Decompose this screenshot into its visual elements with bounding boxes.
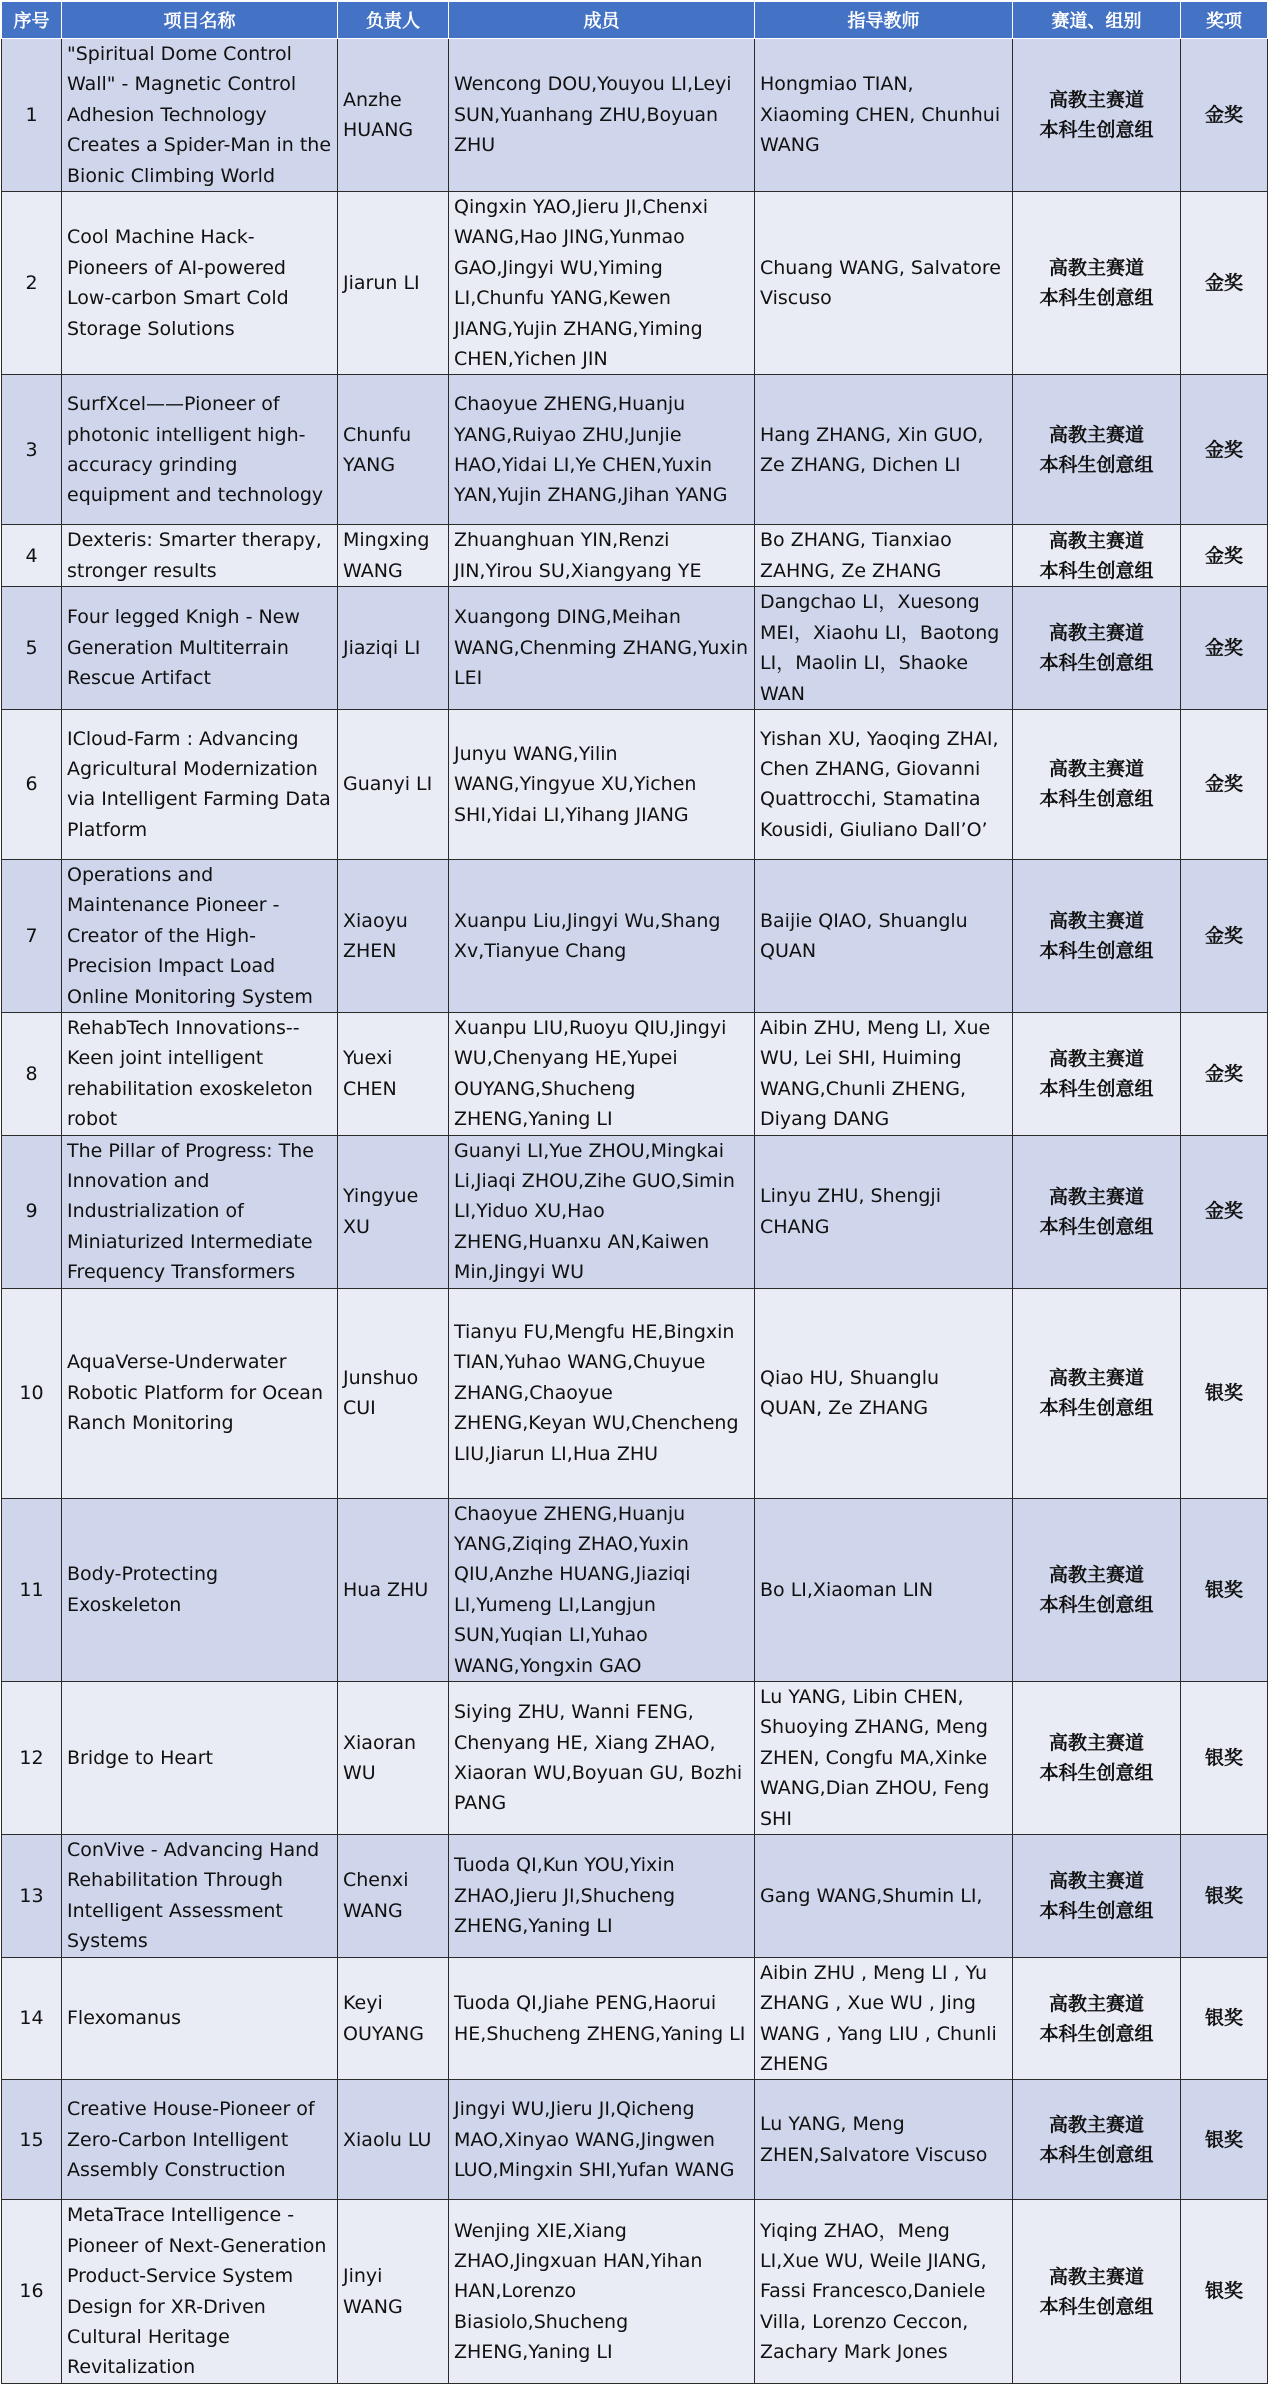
row-project-name: SurfXcel——Pioneer of photonic intelligent high-accuracy grinding equipment and technology bbox=[62, 375, 338, 525]
row-track-group bbox=[1013, 1835, 1181, 1958]
row-members: Junyu WANG,Yilin WANG,Yingyue XU,Yichen SHI,Yidai LI,Yihang JIANG bbox=[449, 709, 755, 859]
row-award: 金奖 bbox=[1181, 1135, 1268, 1288]
row-award: 金奖 bbox=[1181, 709, 1268, 859]
group-name: 本科生创意组 bbox=[1039, 559, 1154, 582]
table-row bbox=[2, 1135, 1268, 1288]
row-serial-number: 3 bbox=[2, 375, 62, 525]
row-track-group bbox=[1013, 1498, 1181, 1681]
row-advisors: Hongmiao TIAN, Xiaoming CHEN, Chunhui WANG bbox=[755, 39, 1013, 192]
row-members: Tuoda QI,Kun YOU,Yixin ZHAO,Jieru JI,Shucheng ZHENG,Yaning LI bbox=[449, 1835, 755, 1958]
row-track-group bbox=[1013, 2200, 1181, 2383]
table-row bbox=[2, 2200, 1268, 2383]
row-serial-number: 7 bbox=[2, 859, 62, 1012]
row-advisors: Aibin ZHU, Meng LI, Xue WU, Lei SHI, Huiming WANG,Chunli ZHENG, Diyang DANG bbox=[755, 1012, 1013, 1135]
row-award: 银奖 bbox=[1181, 1682, 1268, 1835]
row-project-name: Bridge to Heart bbox=[62, 1682, 338, 1835]
table-row bbox=[2, 859, 1268, 1012]
row-serial-number: 10 bbox=[2, 1288, 62, 1498]
track-name: 高教主赛道 bbox=[1048, 622, 1144, 645]
table-row bbox=[2, 587, 1268, 710]
header-serial-number: 序号 bbox=[2, 2, 62, 39]
row-project-name: Four legged Knigh - New Generation Multiterrain Rescue Artifact bbox=[62, 587, 338, 710]
group-name: 本科生创意组 bbox=[1039, 2295, 1154, 2318]
table-row bbox=[2, 1835, 1268, 1958]
row-advisors: Hang ZHANG, Xin GUO, Ze ZHANG, Dichen LI bbox=[755, 375, 1013, 525]
row-serial-number: 8 bbox=[2, 1012, 62, 1135]
row-award: 金奖 bbox=[1181, 375, 1268, 525]
group-name: 本科生创意组 bbox=[1039, 1762, 1154, 1785]
row-members: Qingxin YAO,Jieru JI,Chenxi WANG,Hao JING,Yunmao GAO,Jingyi WU,Yiming LI,Chunfu YANG,Kewen JIANG,Yujin ZHANG,Yiming CHEN,Yichen JIN bbox=[449, 192, 755, 375]
row-award: 金奖 bbox=[1181, 859, 1268, 1012]
row-members: Tuoda QI,Jiahe PENG,Haorui HE,Shucheng ZHENG,Yaning LI bbox=[449, 1957, 755, 2080]
row-project-name: AquaVerse-Underwater Robotic Platform for Ocean Ranch Monitoring bbox=[62, 1288, 338, 1498]
row-award: 金奖 bbox=[1181, 1012, 1268, 1135]
row-project-name: ConVive - Advancing Hand Rehabilitation Through Intelligent Assessment Systems bbox=[62, 1835, 338, 1958]
group-name: 本科生创意组 bbox=[1039, 453, 1154, 476]
row-project-name: The Pillar of Progress: The Innovation and Industrialization of Miniaturized Intermediate Frequency Transformers bbox=[62, 1135, 338, 1288]
header-project-name: 项目名称 bbox=[62, 2, 338, 39]
row-leader: Junshuo CUI bbox=[338, 1288, 449, 1498]
table-header bbox=[2, 2, 1268, 39]
row-leader: Mingxing WANG bbox=[338, 525, 449, 587]
row-leader: Jiaziqi LI bbox=[338, 587, 449, 710]
group-name: 本科生创意组 bbox=[1039, 939, 1154, 962]
row-advisors: Lu YANG, Libin CHEN, Shuoying ZHANG, Meng ZHEN, Congfu MA,Xinke WANG,Dian ZHOU, Feng SHI bbox=[755, 1682, 1013, 1835]
group-name: 本科生创意组 bbox=[1039, 2143, 1154, 2166]
track-name: 高教主赛道 bbox=[1048, 1047, 1144, 1070]
row-track-group bbox=[1013, 39, 1181, 192]
row-leader: Keyi OUYANG bbox=[338, 1957, 449, 2080]
row-leader: Xiaoyu ZHEN bbox=[338, 859, 449, 1012]
row-serial-number: 1 bbox=[2, 39, 62, 192]
table-row bbox=[2, 1957, 1268, 2080]
row-members: Xuangong DING,Meihan WANG,Chenming ZHANG,Yuxin LEI bbox=[449, 587, 755, 710]
table-row bbox=[2, 1012, 1268, 1135]
row-award: 银奖 bbox=[1181, 1288, 1268, 1498]
row-members: Zhuanghuan YIN,Renzi JIN,Yirou SU,Xiangyang YE bbox=[449, 525, 755, 587]
row-award: 银奖 bbox=[1181, 1835, 1268, 1958]
row-project-name: Flexomanus bbox=[62, 1957, 338, 2080]
row-leader: Jinyi WANG bbox=[338, 2200, 449, 2383]
row-leader: Chenxi WANG bbox=[338, 1835, 449, 1958]
track-name: 高教主赛道 bbox=[1048, 89, 1144, 112]
track-name: 高教主赛道 bbox=[1048, 529, 1144, 552]
row-track-group bbox=[1013, 1012, 1181, 1135]
row-serial-number: 16 bbox=[2, 2200, 62, 2383]
row-award: 金奖 bbox=[1181, 192, 1268, 375]
row-project-name: Dexteris: Smarter therapy, stronger results bbox=[62, 525, 338, 587]
awards-table bbox=[1, 1, 1268, 2384]
row-project-name: Creative House-Pioneer of Zero-Carbon Intelligent Assembly Construction bbox=[62, 2080, 338, 2200]
table-row bbox=[2, 1288, 1268, 1498]
track-name: 高教主赛道 bbox=[1048, 1869, 1144, 1892]
row-members: Tianyu FU,Mengfu HE,Bingxin TIAN,Yuhao WANG,Chuyue ZHANG,Chaoyue ZHENG,Keyan WU,Chencheng LIU,Jiarun LI,Hua ZHU bbox=[449, 1288, 755, 1498]
row-leader: Guanyi LI bbox=[338, 709, 449, 859]
header-track-group: 赛道、组别 bbox=[1013, 2, 1181, 39]
row-leader: Xiaoran WU bbox=[338, 1682, 449, 1835]
row-track-group bbox=[1013, 587, 1181, 710]
table-row bbox=[2, 375, 1268, 525]
row-advisors: Gang WANG,Shumin LI, bbox=[755, 1835, 1013, 1958]
row-advisors: Linyu ZHU, Shengji CHANG bbox=[755, 1135, 1013, 1288]
group-name: 本科生创意组 bbox=[1039, 1397, 1154, 1420]
track-name: 高教主赛道 bbox=[1048, 1732, 1144, 1755]
row-members: Wenjing XIE,Xiang ZHAO,Jingxuan HAN,Yihan HAN,Lorenzo Biasiolo,Shucheng ZHENG,Yaning LI bbox=[449, 2200, 755, 2383]
row-track-group bbox=[1013, 1135, 1181, 1288]
table-row bbox=[2, 192, 1268, 375]
row-serial-number: 9 bbox=[2, 1135, 62, 1288]
row-serial-number: 11 bbox=[2, 1498, 62, 1681]
row-serial-number: 2 bbox=[2, 192, 62, 375]
header-advisors: 指导教师 bbox=[755, 2, 1013, 39]
header-leader: 负责人 bbox=[338, 2, 449, 39]
row-members: Guanyi LI,Yue ZHOU,Mingkai Li,Jiaqi ZHOU,Zihe GUO,Simin LI,Yiduo XU,Hao ZHENG,Huanxu AN,Kaiwen Min,Jingyi WU bbox=[449, 1135, 755, 1288]
row-track-group bbox=[1013, 1957, 1181, 2080]
table-body bbox=[2, 39, 1268, 2384]
row-award: 银奖 bbox=[1181, 1498, 1268, 1681]
row-award: 金奖 bbox=[1181, 525, 1268, 587]
track-name: 高教主赛道 bbox=[1048, 1992, 1144, 2015]
row-members: Siying ZHU, Wanni FENG, Chenyang HE, Xiang ZHAO, Xiaoran WU,Boyuan GU, Bozhi PANG bbox=[449, 1682, 755, 1835]
row-project-name: Cool Machine Hack- Pioneers of AI-powered Low-carbon Smart Cold Storage Solutions bbox=[62, 192, 338, 375]
row-project-name: RehabTech Innovations--Keen joint intelligent rehabilitation exoskeleton robot bbox=[62, 1012, 338, 1135]
group-name: 本科生创意组 bbox=[1039, 287, 1154, 310]
row-serial-number: 13 bbox=[2, 1835, 62, 1958]
group-name: 本科生创意组 bbox=[1039, 119, 1154, 142]
row-advisors: Chuang WANG, Salvatore Viscuso bbox=[755, 192, 1013, 375]
track-name: 高教主赛道 bbox=[1048, 1563, 1144, 1586]
track-name: 高教主赛道 bbox=[1048, 257, 1144, 280]
row-award: 金奖 bbox=[1181, 587, 1268, 710]
track-name: 高教主赛道 bbox=[1048, 909, 1144, 932]
row-serial-number: 5 bbox=[2, 587, 62, 710]
row-track-group bbox=[1013, 1682, 1181, 1835]
track-name: 高教主赛道 bbox=[1048, 1185, 1144, 1208]
row-serial-number: 6 bbox=[2, 709, 62, 859]
row-track-group bbox=[1013, 192, 1181, 375]
row-advisors: Bo ZHANG, Tianxiao ZAHNG, Ze ZHANG bbox=[755, 525, 1013, 587]
row-leader: Jiarun LI bbox=[338, 192, 449, 375]
group-name: 本科生创意组 bbox=[1039, 652, 1154, 675]
group-name: 本科生创意组 bbox=[1039, 2022, 1154, 2045]
row-leader: Hua ZHU bbox=[338, 1498, 449, 1681]
row-leader: Yingyue XU bbox=[338, 1135, 449, 1288]
row-members: Chaoyue ZHENG,Huanju YANG,Ziqing ZHAO,Yuxin QIU,Anzhe HUANG,Jiaziqi LI,Yumeng LI,Langjun SUN,Yuqian LI,Yuhao WANG,Yongxin GAO bbox=[449, 1498, 755, 1681]
row-advisors: Lu YANG, Meng ZHEN,Salvatore Viscuso bbox=[755, 2080, 1013, 2200]
track-name: 高教主赛道 bbox=[1048, 758, 1144, 781]
row-serial-number: 14 bbox=[2, 1957, 62, 2080]
row-award: 银奖 bbox=[1181, 1957, 1268, 2080]
group-name: 本科生创意组 bbox=[1039, 1077, 1154, 1100]
row-advisors: Baijie QIAO, Shuanglu QUAN bbox=[755, 859, 1013, 1012]
group-name: 本科生创意组 bbox=[1039, 1899, 1154, 1922]
track-name: 高教主赛道 bbox=[1048, 1367, 1144, 1390]
row-track-group bbox=[1013, 859, 1181, 1012]
header-award: 奖项 bbox=[1181, 2, 1268, 39]
group-name: 本科生创意组 bbox=[1039, 1593, 1154, 1616]
table-row bbox=[2, 525, 1268, 587]
table-row bbox=[2, 1498, 1268, 1681]
row-track-group bbox=[1013, 1288, 1181, 1498]
row-leader: Anzhe HUANG bbox=[338, 39, 449, 192]
row-award: 银奖 bbox=[1181, 2080, 1268, 2200]
track-name: 高教主赛道 bbox=[1048, 2265, 1144, 2288]
row-track-group bbox=[1013, 709, 1181, 859]
group-name: 本科生创意组 bbox=[1039, 1215, 1154, 1238]
row-track-group bbox=[1013, 2080, 1181, 2200]
row-project-name: Operations and Maintenance Pioneer - Creator of the High-Precision Impact Load Online Monitoring System bbox=[62, 859, 338, 1012]
row-members: Wencong DOU,Youyou LI,Leyi SUN,Yuanhang ZHU,Boyuan ZHU bbox=[449, 39, 755, 192]
row-serial-number: 15 bbox=[2, 2080, 62, 2200]
row-advisors: Bo LI,Xiaoman LIN bbox=[755, 1498, 1013, 1681]
row-advisors: Qiao HU, Shuanglu QUAN, Ze ZHANG bbox=[755, 1288, 1013, 1498]
row-track-group bbox=[1013, 525, 1181, 587]
row-advisors: Yiqing ZHAO，Meng LI,Xue WU, Weile JIANG, Fassi Francesco,Daniele Villa, Lorenzo Ceccon, Zachary Mark Jones bbox=[755, 2200, 1013, 2383]
row-project-name: Body-Protecting Exoskeleton bbox=[62, 1498, 338, 1681]
row-members: Xuanpu LIU,Ruoyu QIU,Jingyi WU,Chenyang HE,Yupei OUYANG,Shucheng ZHENG,Yaning LI bbox=[449, 1012, 755, 1135]
table-row bbox=[2, 709, 1268, 859]
row-leader: Yuexi CHEN bbox=[338, 1012, 449, 1135]
row-project-name: ICloud-Farm : Advancing Agricultural Modernization via Intelligent Farming Data Platform bbox=[62, 709, 338, 859]
row-members: Xuanpu Liu,Jingyi Wu,Shang Xv,Tianyue Chang bbox=[449, 859, 755, 1012]
track-name: 高教主赛道 bbox=[1048, 2113, 1144, 2136]
row-advisors: Aibin ZHU , Meng LI , Yu ZHANG , Xue WU , Jing WANG , Yang LIU , Chunli ZHENG bbox=[755, 1957, 1013, 2080]
table-row bbox=[2, 39, 1268, 192]
table-row bbox=[2, 1682, 1268, 1835]
header-members: 成员 bbox=[449, 2, 755, 39]
row-members: Chaoyue ZHENG,Huanju YANG,Ruiyao ZHU,Junjie HAO,Yidai LI,Ye CHEN,Yuxin YAN,Yujin ZHANG,Jihan YANG bbox=[449, 375, 755, 525]
row-advisors: Yishan XU, Yaoqing ZHAI, Chen ZHANG, Giovanni Quattrocchi, Stamatina Kousidi, Giuliano Dall’O’ bbox=[755, 709, 1013, 859]
row-advisors: Dangchao LI，Xuesong MEI，Xiaohu LI，Baotong LI，Maolin LI，Shaoke WAN bbox=[755, 587, 1013, 710]
row-leader: Chunfu YANG bbox=[338, 375, 449, 525]
row-award: 银奖 bbox=[1181, 2200, 1268, 2383]
track-name: 高教主赛道 bbox=[1048, 423, 1144, 446]
row-leader: Xiaolu LU bbox=[338, 2080, 449, 2200]
row-members: Jingyi WU,Jieru JI,Qicheng MAO,Xinyao WANG,Jingwen LUO,Mingxin SHI,Yufan WANG bbox=[449, 2080, 755, 2200]
row-serial-number: 12 bbox=[2, 1682, 62, 1835]
row-project-name: MetaTrace Intelligence - Pioneer of Next-Generation Product-Service System Design for XR-Driven Cultural Heritage Revitalization bbox=[62, 2200, 338, 2383]
group-name: 本科生创意组 bbox=[1039, 788, 1154, 811]
row-award: 金奖 bbox=[1181, 39, 1268, 192]
row-serial-number: 4 bbox=[2, 525, 62, 587]
table-row bbox=[2, 2080, 1268, 2200]
row-track-group bbox=[1013, 375, 1181, 525]
row-project-name: "Spiritual Dome Control Wall" - Magnetic Control Adhesion Technology Creates a Spider-Man in the Bionic Climbing World bbox=[62, 39, 338, 192]
